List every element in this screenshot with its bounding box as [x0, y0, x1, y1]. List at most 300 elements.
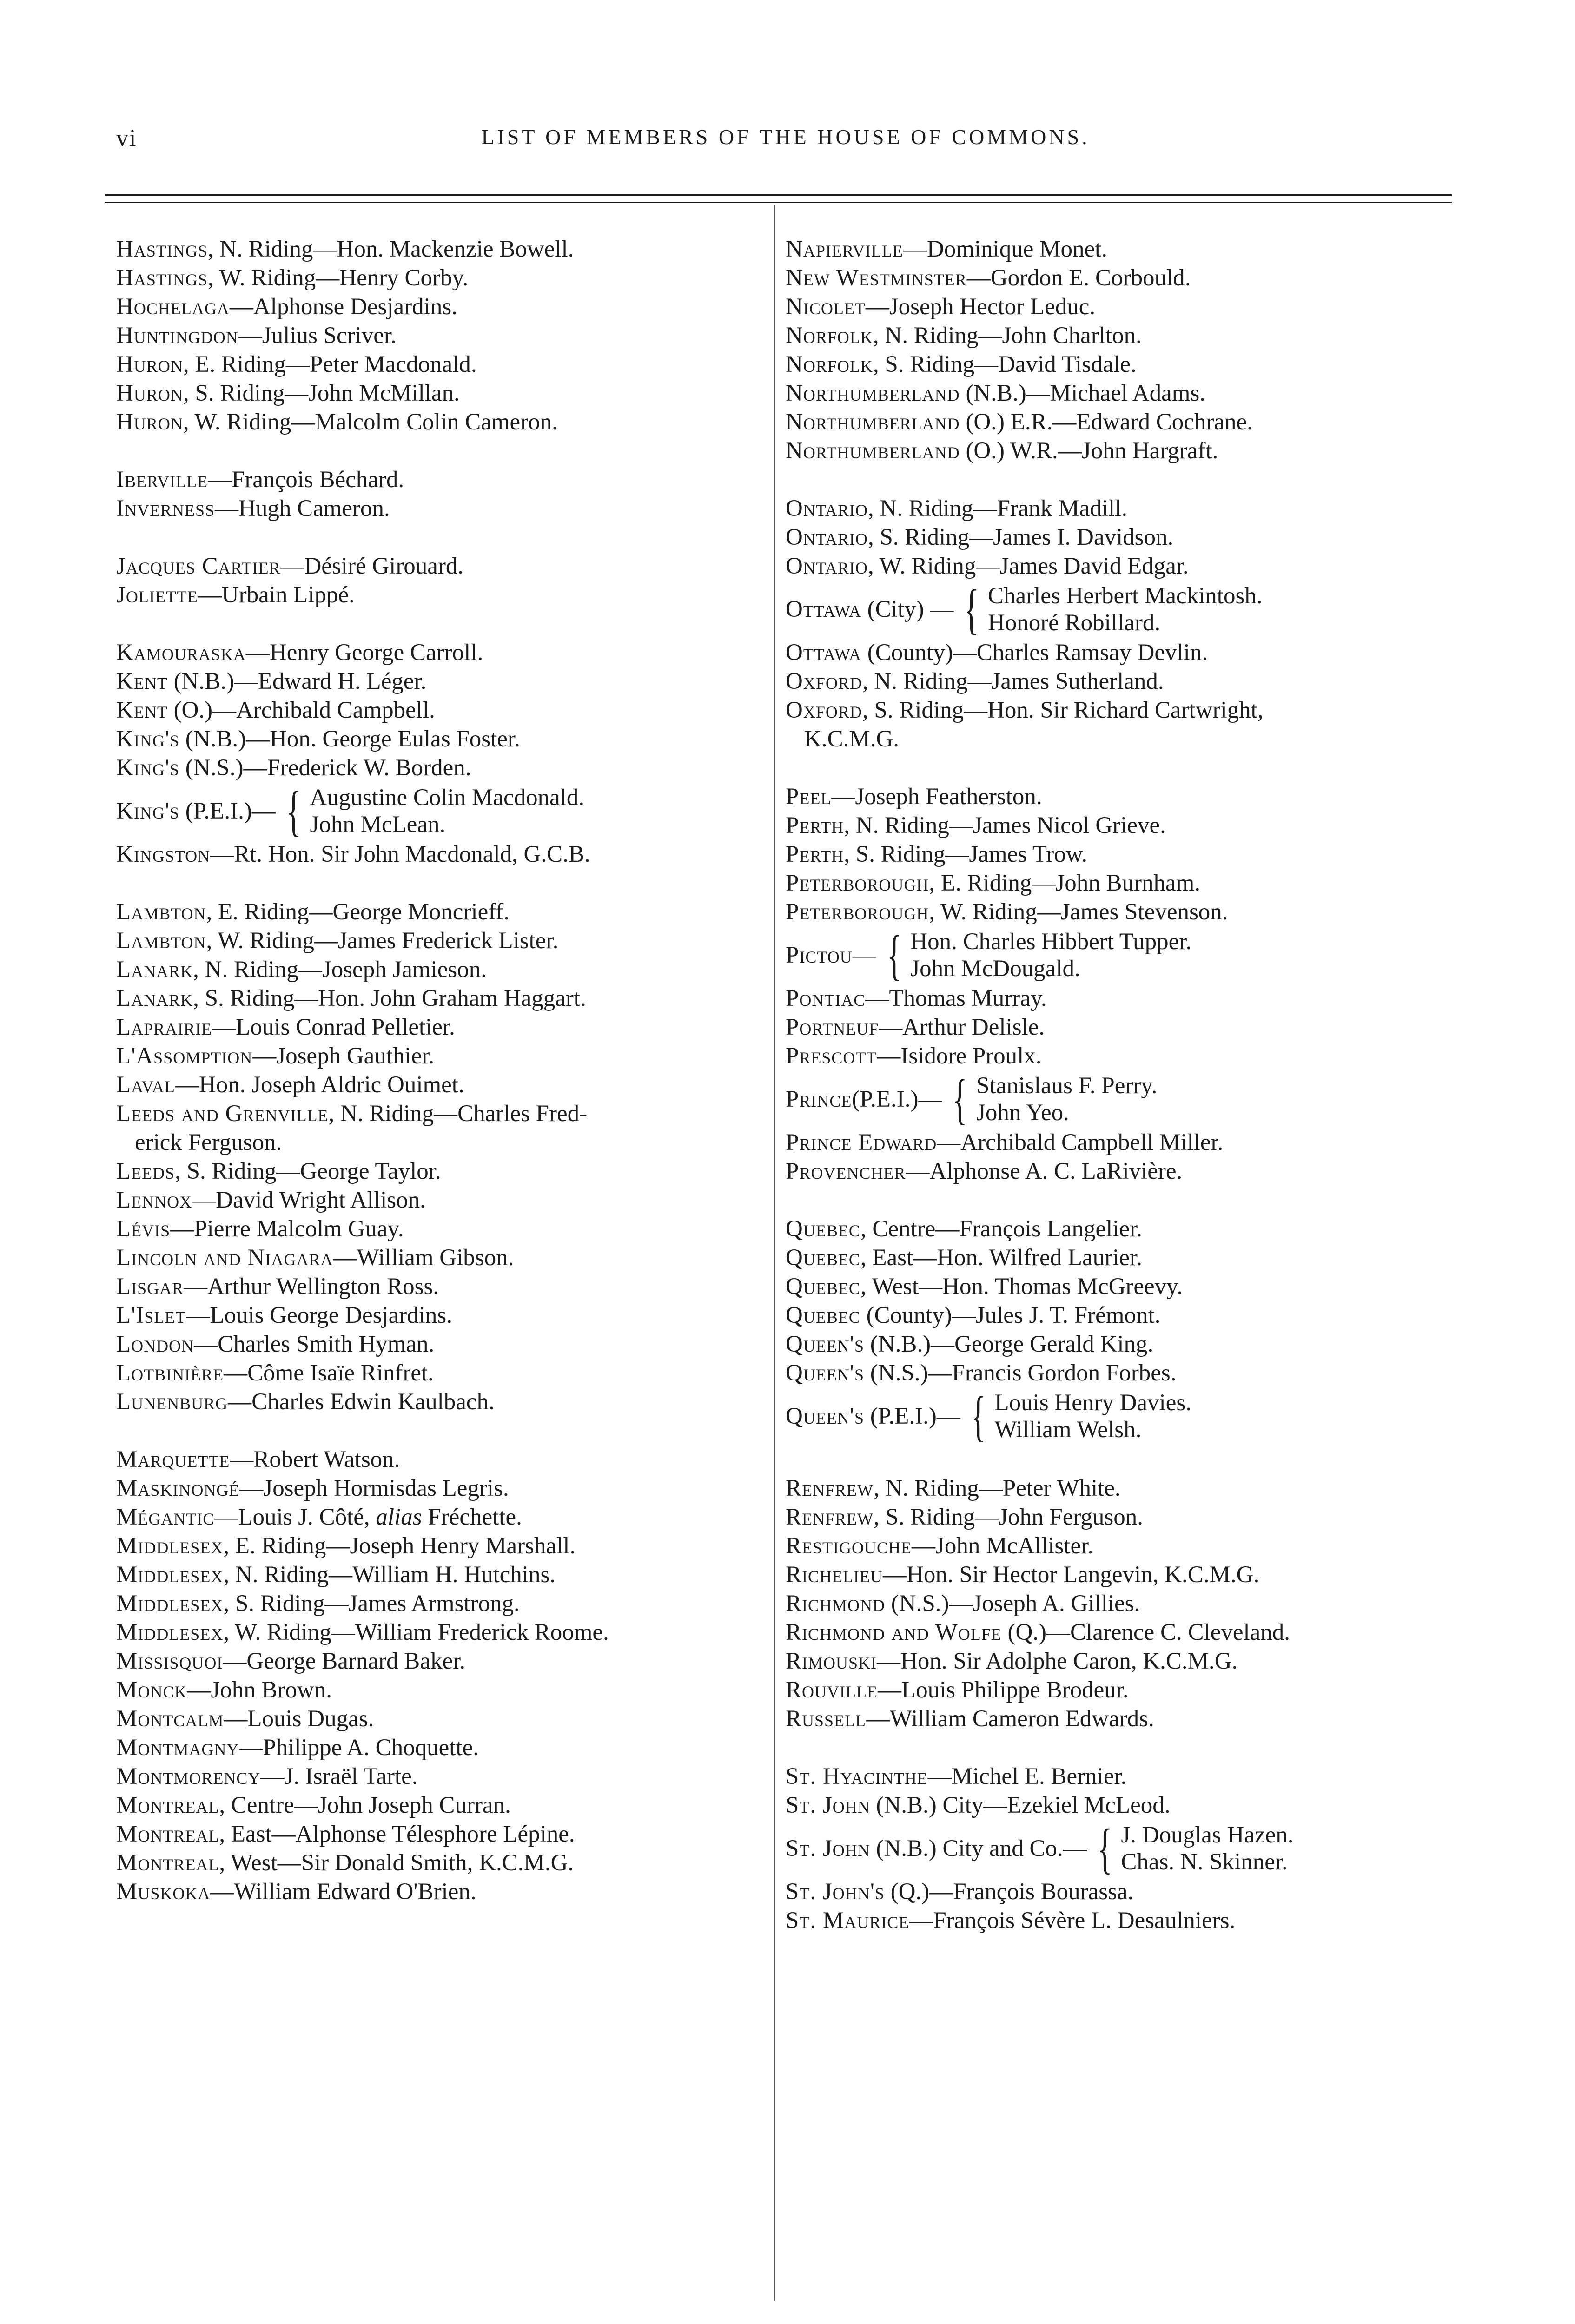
- member-entry: [786, 1474, 1469, 1503]
- member-name: (City) —: [861, 596, 954, 622]
- constituency-name: Laval: [116, 1072, 175, 1098]
- constituency-name: Lotbinière: [116, 1360, 224, 1386]
- constituency-line: [116, 1360, 434, 1386]
- member-entry: [786, 926, 1469, 984]
- member-entry: [116, 264, 767, 292]
- member-name: Charles Herbert Mackintosh.: [987, 583, 1263, 609]
- constituency-line: [786, 1706, 1154, 1732]
- constituency-line: [116, 294, 457, 320]
- member-entry: [786, 292, 1469, 321]
- constituency-name: Prince Edward: [786, 1129, 937, 1155]
- constituency-line: [786, 294, 1095, 320]
- member-entry: [116, 1618, 767, 1647]
- member-name: , S. Riding—James Trow.: [844, 841, 1087, 867]
- member-name: —Thomas Murray.: [865, 985, 1047, 1011]
- constituency-line: [786, 1792, 1171, 1818]
- member-name: —William Edward O'Brien.: [210, 1879, 476, 1905]
- constituency-line: [786, 668, 1164, 694]
- member-entry: [116, 1013, 767, 1042]
- member-name: , S. Riding—James I. Davidson.: [867, 524, 1174, 550]
- constituency-line: [116, 755, 471, 781]
- member-name: , N. Riding—Charles Fred-: [328, 1101, 588, 1127]
- constituency-line: [116, 323, 397, 349]
- member-entry: [786, 1128, 1469, 1157]
- section-gap: [786, 1733, 1469, 1762]
- constituency-name: Prince: [786, 1086, 852, 1112]
- member-name: —Alphonse Desjardins.: [229, 294, 457, 320]
- member-entry: [116, 1157, 767, 1186]
- constituency-name: Napierville: [786, 236, 903, 262]
- member-name: —David Wright Allison.: [192, 1187, 426, 1213]
- constituency-name: St. John: [786, 1792, 870, 1818]
- constituency-line: [116, 1763, 418, 1789]
- member-name: —Joseph Hormisdas Legris.: [239, 1475, 509, 1501]
- constituency-line: [116, 265, 468, 291]
- member-entry: [116, 1704, 767, 1733]
- member-entry: [116, 408, 767, 436]
- member-name: William Welsh.: [994, 1417, 1142, 1443]
- constituency-line: [786, 1014, 1045, 1040]
- section-gap: [116, 523, 767, 552]
- constituency-name: Perth: [786, 841, 844, 867]
- member-name: —Isidore Proulx.: [877, 1043, 1042, 1069]
- constituency-name: Jacques Cartier: [116, 553, 281, 579]
- constituency-name: Peel: [786, 784, 832, 810]
- member-name: —William Gibson.: [333, 1245, 514, 1271]
- constituency-line: [116, 1389, 495, 1415]
- member-entry: [786, 696, 1469, 753]
- constituency-name: Renfrew: [786, 1504, 874, 1530]
- member-name: , N. Riding—Frank Madill.: [867, 495, 1128, 522]
- member-name: —Hon. Sir Adolphe Caron, K.C.M.G.: [877, 1648, 1238, 1674]
- member-name: —Charles Edwin Kaulbach.: [228, 1389, 495, 1415]
- constituency-line: [786, 1648, 1238, 1674]
- member-name: , S. Riding—John McMillan.: [183, 380, 460, 406]
- section-gap: [786, 1186, 1469, 1215]
- constituency-line: [786, 1043, 1042, 1069]
- member-entry: [116, 1849, 767, 1877]
- constituency-line: [786, 1302, 1160, 1328]
- member-name-rest: Fréchette.: [422, 1504, 522, 1530]
- member-entry: [116, 667, 767, 696]
- member-entry: [786, 984, 1469, 1013]
- member-name: —Urbain Lippé.: [198, 582, 355, 608]
- constituency-line: [116, 1101, 587, 1127]
- member-entry: [116, 955, 767, 984]
- constituency-name: Richelieu: [786, 1562, 883, 1588]
- constituency-line: [116, 1533, 576, 1559]
- member-name: (P.E.I.)—: [852, 1086, 942, 1112]
- section-gap: [116, 609, 767, 638]
- member-name: , N. Riding—Peter White.: [874, 1475, 1121, 1501]
- constituency-name: St. John's: [786, 1879, 885, 1905]
- constituency-name: Quebec: [786, 1245, 860, 1271]
- constituency-line: [116, 1821, 575, 1847]
- member-name: , N. Riding—John Charlton.: [873, 323, 1142, 349]
- constituency-line: [786, 1274, 1183, 1300]
- member-entry: [786, 1013, 1469, 1042]
- constituency-name: St. Maurice: [786, 1908, 910, 1934]
- member-entry: [786, 667, 1469, 696]
- member-entry: [786, 1877, 1469, 1906]
- constituency-line: [786, 351, 1137, 377]
- member-entry: [116, 1532, 767, 1560]
- member-entry: [786, 1359, 1469, 1387]
- constituency-name: Inverness: [116, 495, 215, 522]
- member-entry: [786, 1817, 1469, 1879]
- member-name: (O.) W.R.—John Hargraft.: [960, 438, 1218, 464]
- constituency-line: [116, 1504, 522, 1530]
- member-entry: [786, 782, 1469, 811]
- constituency-name: Ontario: [786, 524, 868, 550]
- member-name: Stanislaus F. Perry.: [976, 1073, 1158, 1099]
- member-entry: [116, 1186, 767, 1215]
- constituency-line: [116, 1850, 574, 1876]
- constituency-name: Montreal: [116, 1792, 219, 1818]
- constituency-line: [786, 899, 1228, 925]
- constituency-line: [116, 1158, 441, 1184]
- member-name: , W. Riding—Henry Corby.: [207, 265, 469, 291]
- member-name: (N.S.)—Joseph A. Gillies.: [885, 1591, 1140, 1617]
- member-entry: [786, 321, 1469, 350]
- constituency-name: L'Assomption: [116, 1043, 253, 1069]
- constituency-name: Leeds: [116, 1158, 175, 1184]
- constituency-name: Middlesex: [116, 1619, 224, 1645]
- left-column: [116, 235, 767, 1906]
- member-entry: [786, 1042, 1469, 1070]
- constituency-name: Lambton: [116, 928, 206, 954]
- member-entry: [116, 1445, 767, 1474]
- constituency-name: Restigouche: [786, 1533, 912, 1559]
- member-entry: [786, 1791, 1469, 1820]
- member-name: Chas. N. Skinner.: [1121, 1849, 1288, 1875]
- member-entry: [786, 552, 1469, 581]
- constituency-name: Queen's: [786, 1331, 865, 1357]
- constituency-line: [786, 1158, 1182, 1184]
- constituency-line: [116, 1677, 332, 1703]
- member-name: , E. Riding—Joseph Henry Marshall.: [223, 1533, 576, 1559]
- member-name: Honoré Robillard.: [987, 610, 1161, 636]
- constituency-name: Ottawa: [786, 596, 862, 622]
- constituency-name: Northumberland: [786, 380, 960, 406]
- member-entry: [116, 350, 767, 379]
- constituency-line: [116, 1648, 465, 1674]
- member-name: —Louis Philippe Brodeur.: [877, 1677, 1129, 1703]
- member-entry: [116, 1301, 767, 1330]
- constituency-line: [116, 582, 355, 608]
- constituency-name: Mégantic: [116, 1504, 215, 1530]
- constituency-name: Muskoka: [116, 1879, 211, 1905]
- member-entry: [786, 811, 1469, 840]
- constituency-line: [116, 1591, 520, 1617]
- member-name: —Louis J. Côté,: [214, 1504, 376, 1530]
- constituency-line: [116, 1274, 439, 1300]
- member-entry: [116, 782, 767, 840]
- section-gap: [786, 1445, 1469, 1474]
- constituency-line: [786, 985, 1047, 1011]
- member-entry: [786, 436, 1469, 465]
- constituency-line: [786, 1245, 1142, 1271]
- constituency-name: Middlesex: [116, 1591, 224, 1617]
- member-entry: [786, 1618, 1469, 1647]
- constituency-name: Montmorency: [116, 1763, 261, 1789]
- member-name: J. Douglas Hazen.: [1121, 1822, 1294, 1848]
- constituency-name: Ontario: [786, 495, 868, 522]
- constituency-line: [116, 957, 487, 983]
- member-entry: [116, 1272, 767, 1301]
- member-name: —Charles Smith Hyman.: [194, 1331, 435, 1357]
- constituency-name: Pictou: [786, 942, 853, 968]
- constituency-line: [116, 467, 404, 493]
- constituency-line: [116, 1014, 455, 1040]
- constituency-line: [786, 236, 1107, 262]
- constituency-line: [116, 553, 463, 579]
- member-entry: [786, 1503, 1469, 1532]
- member-name: , West—Hon. Thomas McGreevy.: [860, 1274, 1183, 1300]
- constituency-name: Lévis: [116, 1216, 171, 1242]
- constituency-line: [786, 595, 953, 624]
- constituency-name: St. John: [786, 1835, 870, 1862]
- constituency-line: [786, 1360, 1176, 1386]
- member-entry: [786, 1301, 1469, 1330]
- member-entry: [116, 1243, 767, 1272]
- member-pair: [1121, 1822, 1293, 1875]
- constituency-name: Ottawa: [786, 640, 862, 666]
- constituency-line: [786, 841, 1087, 867]
- member-entry: [786, 235, 1469, 264]
- member-entry: [116, 1099, 767, 1157]
- member-entry: [786, 1215, 1469, 1243]
- member-entry: [116, 1560, 767, 1589]
- member-entry: [116, 379, 767, 408]
- member-name: —Hugh Cameron.: [215, 495, 390, 522]
- constituency-name: King's: [116, 798, 180, 824]
- member-entry: [786, 1532, 1469, 1560]
- member-name-continuation: K.C.M.G.: [804, 726, 900, 752]
- brace: {: [887, 924, 902, 986]
- running-title: LIST OF MEMBERS OF THE HOUSE OF COMMONS.: [481, 125, 1090, 149]
- constituency-line: [116, 928, 558, 954]
- constituency-name: Montmagny: [116, 1735, 239, 1761]
- member-entry: [786, 523, 1469, 552]
- constituency-name: Lunenburg: [116, 1389, 228, 1415]
- constituency-line: [786, 1085, 942, 1114]
- constituency-name: Huron: [116, 351, 183, 377]
- constituency-line: [786, 1402, 960, 1431]
- member-name: —: [852, 942, 876, 968]
- constituency-line: [116, 1216, 404, 1242]
- member-name: —John Brown.: [187, 1677, 332, 1703]
- member-entry: [786, 578, 1469, 640]
- member-entry: [116, 581, 767, 609]
- constituency-name: Peterborough: [786, 899, 929, 925]
- member-name: John McLean.: [310, 812, 446, 838]
- constituency-name: Laprairie: [116, 1014, 212, 1040]
- constituency-name: Huntingdon: [116, 323, 238, 349]
- constituency-name: Hastings: [116, 236, 208, 262]
- member-name: , S. Riding—George Taylor.: [175, 1158, 441, 1184]
- member-name: —Arthur Wellington Ross.: [184, 1274, 439, 1300]
- member-entry: [786, 1647, 1469, 1676]
- constituency-line: [786, 380, 1205, 406]
- constituency-name: Norfolk: [786, 351, 873, 377]
- member-entry: [116, 1474, 767, 1503]
- constituency-line: [116, 1043, 434, 1069]
- member-entry: [116, 1503, 767, 1532]
- constituency-line: [116, 1562, 556, 1588]
- constituency-line: [786, 1562, 1259, 1588]
- constituency-name: Portneuf: [786, 1014, 879, 1040]
- constituency-line: [786, 1216, 1142, 1242]
- constituency-line: [786, 1908, 1235, 1934]
- constituency-line: [116, 899, 510, 925]
- constituency-name: Oxford: [786, 697, 862, 723]
- member-name: —William Cameron Edwards.: [866, 1706, 1154, 1732]
- member-entry: [116, 696, 767, 725]
- member-entry: [116, 725, 767, 753]
- member-name: , W. Riding—James David Edgar.: [867, 553, 1189, 579]
- constituency-name: Peterborough: [786, 870, 929, 896]
- member-name: —Henry George Carroll.: [245, 640, 483, 666]
- constituency-line: [116, 1331, 434, 1357]
- constituency-name: Kent: [116, 668, 168, 694]
- member-name: (County)—Jules J. T. Frémont.: [860, 1302, 1161, 1328]
- brace: {: [971, 1385, 986, 1447]
- constituency-line: [786, 1834, 1087, 1863]
- member-name: —Hon. Sir Hector Langevin, K.C.M.G.: [882, 1562, 1260, 1588]
- constituency-line: [786, 697, 1264, 723]
- constituency-line: [116, 495, 390, 522]
- constituency-line: [786, 553, 1189, 579]
- member-entry: [786, 1560, 1469, 1589]
- member-entry: [116, 1877, 767, 1906]
- member-name: John Yeo.: [976, 1100, 1069, 1126]
- member-entry: [116, 1070, 767, 1099]
- member-name: , S. Riding—Hon. John Graham Haggart.: [193, 985, 586, 1011]
- member-name: , West—Sir Donald Smith, K.C.M.G.: [219, 1850, 574, 1876]
- constituency-line: [786, 784, 1042, 810]
- member-name: (N.B.) City—Ezekiel McLeod.: [870, 1792, 1171, 1818]
- constituency-name: Marquette: [116, 1446, 230, 1472]
- constituency-line: [116, 1072, 464, 1098]
- constituency-line: [116, 640, 483, 666]
- constituency-name: Middlesex: [116, 1533, 224, 1559]
- member-name: —Louis George Desjardins.: [186, 1302, 453, 1328]
- constituency-line: [786, 1504, 1143, 1530]
- member-name: (N.B.)—George Gerald King.: [864, 1331, 1154, 1357]
- constituency-line: [786, 1129, 1223, 1155]
- header-rule: [105, 194, 1452, 196]
- member-entry: [116, 1647, 767, 1676]
- member-name: (P.E.I.)—: [179, 798, 276, 824]
- member-entry: [786, 1906, 1469, 1935]
- member-name: John McDougald.: [910, 956, 1080, 982]
- member-name: —François Sévère L. Desaulniers.: [909, 1908, 1236, 1934]
- member-name: —Pierre Malcolm Guay.: [170, 1216, 404, 1242]
- constituency-name: Provencher: [786, 1158, 906, 1184]
- member-name: —Hon. Joseph Aldric Ouimet.: [175, 1072, 464, 1098]
- member-name: —George Barnard Baker.: [223, 1648, 466, 1674]
- member-name: —John McAllister.: [912, 1533, 1094, 1559]
- constituency-line: [786, 265, 1191, 291]
- member-entry: [116, 1387, 767, 1416]
- member-entry: [116, 1676, 767, 1704]
- member-name: (O.) E.R.—Edward Cochrane.: [960, 409, 1253, 435]
- member-entry: [786, 1070, 1469, 1128]
- member-entry: [116, 1820, 767, 1849]
- brace: {: [286, 780, 301, 842]
- constituency-name: Lanark: [116, 957, 193, 983]
- member-name: (N.B.) City and Co.—: [870, 1835, 1087, 1862]
- member-entry: [786, 1589, 1469, 1618]
- constituency-line: [786, 438, 1218, 464]
- constituency-line: [116, 985, 586, 1011]
- member-name: , W. Riding—William Frederick Roome.: [223, 1619, 609, 1645]
- member-entry: [116, 552, 767, 581]
- constituency-name: Lanark: [116, 985, 193, 1011]
- member-name: (Q.)—Clarence C. Cleveland.: [1001, 1619, 1290, 1645]
- constituency-name: Norfolk: [786, 323, 873, 349]
- constituency-name: Russell: [786, 1706, 867, 1732]
- member-pair: [994, 1389, 1191, 1443]
- constituency-line: [786, 941, 876, 970]
- member-entry: [786, 1330, 1469, 1359]
- member-entry: [116, 494, 767, 523]
- member-entry: [786, 1676, 1469, 1704]
- constituency-name: Northumberland: [786, 438, 960, 464]
- member-pair: [976, 1072, 1157, 1126]
- member-name: , S. Riding—David Tisdale.: [873, 351, 1137, 377]
- member-name: (O.)—Archibald Campbell.: [167, 697, 435, 723]
- member-name: (Q.)—François Bourassa.: [884, 1879, 1134, 1905]
- member-entry: [786, 1762, 1469, 1791]
- member-entry: [116, 898, 767, 926]
- member-name: Hon. Charles Hibbert Tupper.: [910, 929, 1192, 955]
- member-entry: [116, 1359, 767, 1387]
- member-entry: [116, 1762, 767, 1791]
- member-entry: [116, 235, 767, 264]
- member-name: —J. Israël Tarte.: [260, 1763, 418, 1789]
- member-name: , N. Riding—Hon. Mackenzie Bowell.: [207, 236, 574, 262]
- section-gap: [786, 753, 1469, 782]
- page-number: vi: [116, 125, 137, 152]
- constituency-line: [116, 236, 574, 262]
- constituency-name: New Westminster: [786, 265, 967, 291]
- member-entry: [116, 840, 767, 869]
- constituency-name: Queen's: [786, 1360, 865, 1386]
- member-entry: [786, 408, 1469, 436]
- constituency-line: [116, 1245, 514, 1271]
- constituency-line: [116, 1792, 511, 1818]
- member-name: —Désiré Girouard.: [280, 553, 464, 579]
- constituency-name: Rouville: [786, 1677, 878, 1703]
- member-entry: [786, 869, 1469, 898]
- member-name: , East—Alphonse Télesphore Lépine.: [219, 1821, 575, 1847]
- member-entry: [116, 753, 767, 782]
- constituency-line: [116, 1735, 479, 1761]
- member-entry: [786, 1243, 1469, 1272]
- constituency-name: Ontario: [786, 553, 868, 579]
- section-gap: [786, 465, 1469, 494]
- member-pair: [910, 928, 1191, 982]
- member-name: —Louis Dugas.: [224, 1706, 374, 1732]
- member-entry: [116, 1042, 767, 1070]
- member-name: —Joseph Hector Leduc.: [865, 294, 1096, 320]
- constituency-name: Lincoln and Niagara: [116, 1245, 333, 1271]
- constituency-name: London: [116, 1331, 194, 1357]
- member-name: —Dominique Monet.: [903, 236, 1108, 262]
- constituency-name: Leeds and Grenville: [116, 1101, 329, 1127]
